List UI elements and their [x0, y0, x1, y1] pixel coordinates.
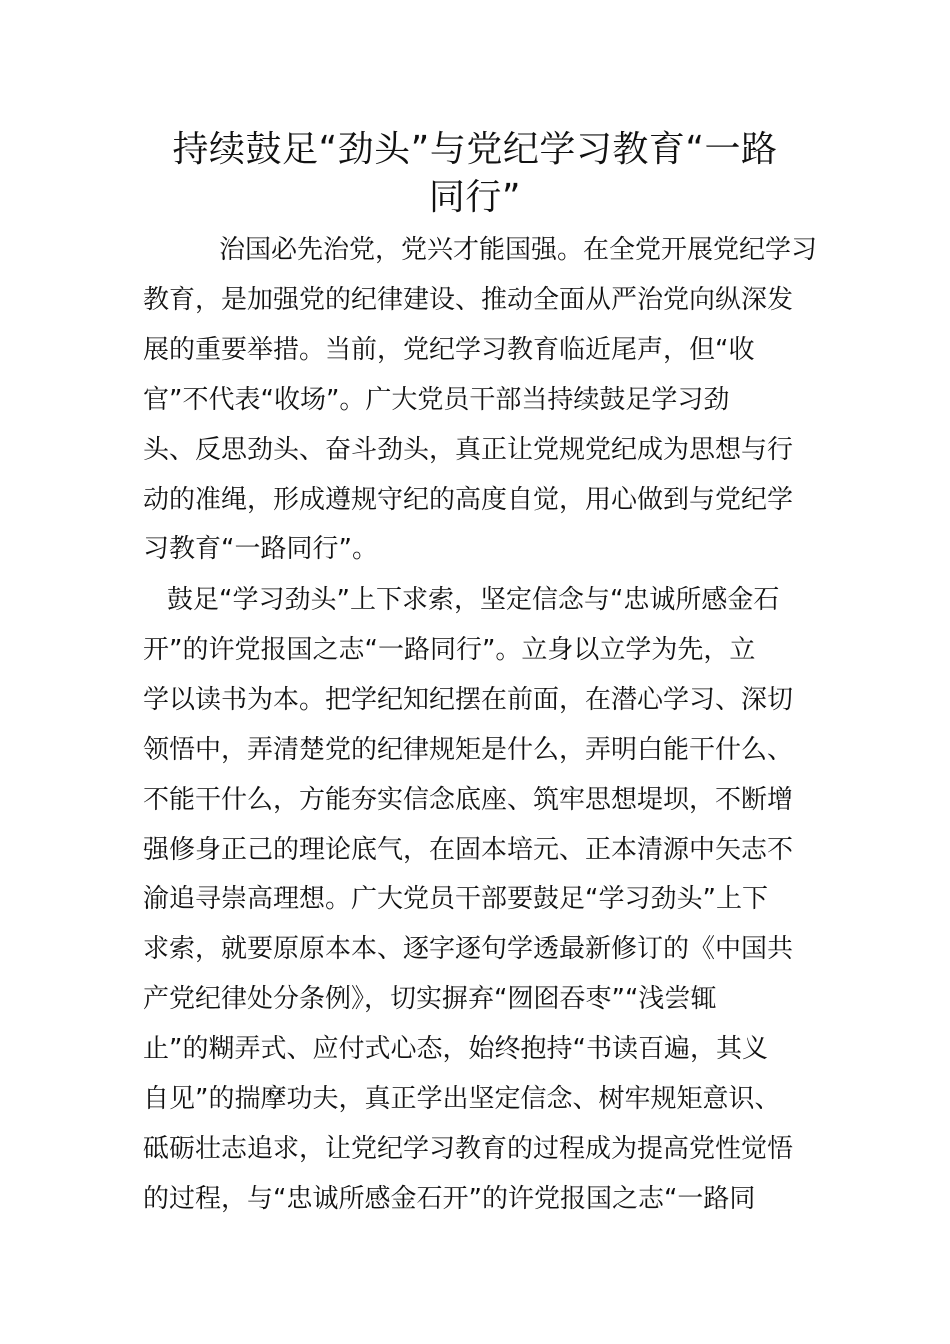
document-title [140, 126, 810, 222]
text-line: 强修身正己的理论底气，在固本培元、正本清源中矢志不 [143, 834, 794, 865]
paragraph-intro [143, 226, 818, 575]
text-line: 自见”的揣摩功夫，真正学出坚定信念、树牢规矩意识、 [143, 1084, 781, 1115]
text-line: 头、反思劲头、奋斗劲头，真正让党规党纪成为思想与行 [143, 434, 794, 465]
text-line: 鼓足“学习劲头”上下求索，坚定信念与“忠诚所感金石 [167, 585, 780, 615]
text-line: 渝追寻崇高理想。广大党员干部要鼓足“学习劲头”上下 [143, 884, 768, 915]
paragraph-study-spirit [143, 576, 807, 1225]
text-line: 产党纪律处分条例》，切实摒弃“囫囵吞枣”“浅尝辄 [143, 984, 717, 1015]
text-line: 开”的许党报国之志“一路同行”。立身以立学为先，立 [143, 634, 756, 665]
text-line: 展的重要举措。当前，党纪学习教育临近尾声，但“收 [143, 334, 755, 365]
text-line: 教育，是加强党的纪律建设、推动全面从严治党向纵深发 [143, 284, 794, 315]
title-line: 同行” [428, 177, 522, 218]
text-line: 止”的糊弄式、应付式心态，始终抱持“书读百遍，其义 [143, 1034, 768, 1065]
text-line: 砥砺壮志追求，让党纪学习教育的过程成为提高党性觉悟 [143, 1133, 794, 1164]
text-line: 治国必先治党，党兴才能国强。在全党开展党纪学习 [219, 235, 818, 265]
text-line: 的过程，与“忠诚所感金石开”的许党报国之志“一路同 [143, 1183, 756, 1214]
text-line: 习教育“一路同行”。 [143, 534, 378, 565]
text-line: 领悟中，弄清楚党的纪律规矩是什么，弄明白能干什么、 [143, 734, 794, 765]
text-line: 求索，就要原原本本、逐字逐句学透最新修订的《中国共 [143, 934, 794, 965]
title-line: 持续鼓足“劲头”与党纪学习教育“一路 [172, 129, 778, 170]
text-line: 学以读书为本。把学纪知纪摆在前面，在潜心学习、深切 [143, 684, 794, 715]
text-line: 官”不代表“收场”。广大党员干部当持续鼓足学习劲 [143, 384, 730, 415]
text-line: 不能干什么，方能夯实信念底座、筑牢思想堤坝，不断增 [143, 784, 794, 815]
text-line: 动的准绳，形成遵规守纪的高度自觉，用心做到与党纪学 [143, 484, 794, 515]
